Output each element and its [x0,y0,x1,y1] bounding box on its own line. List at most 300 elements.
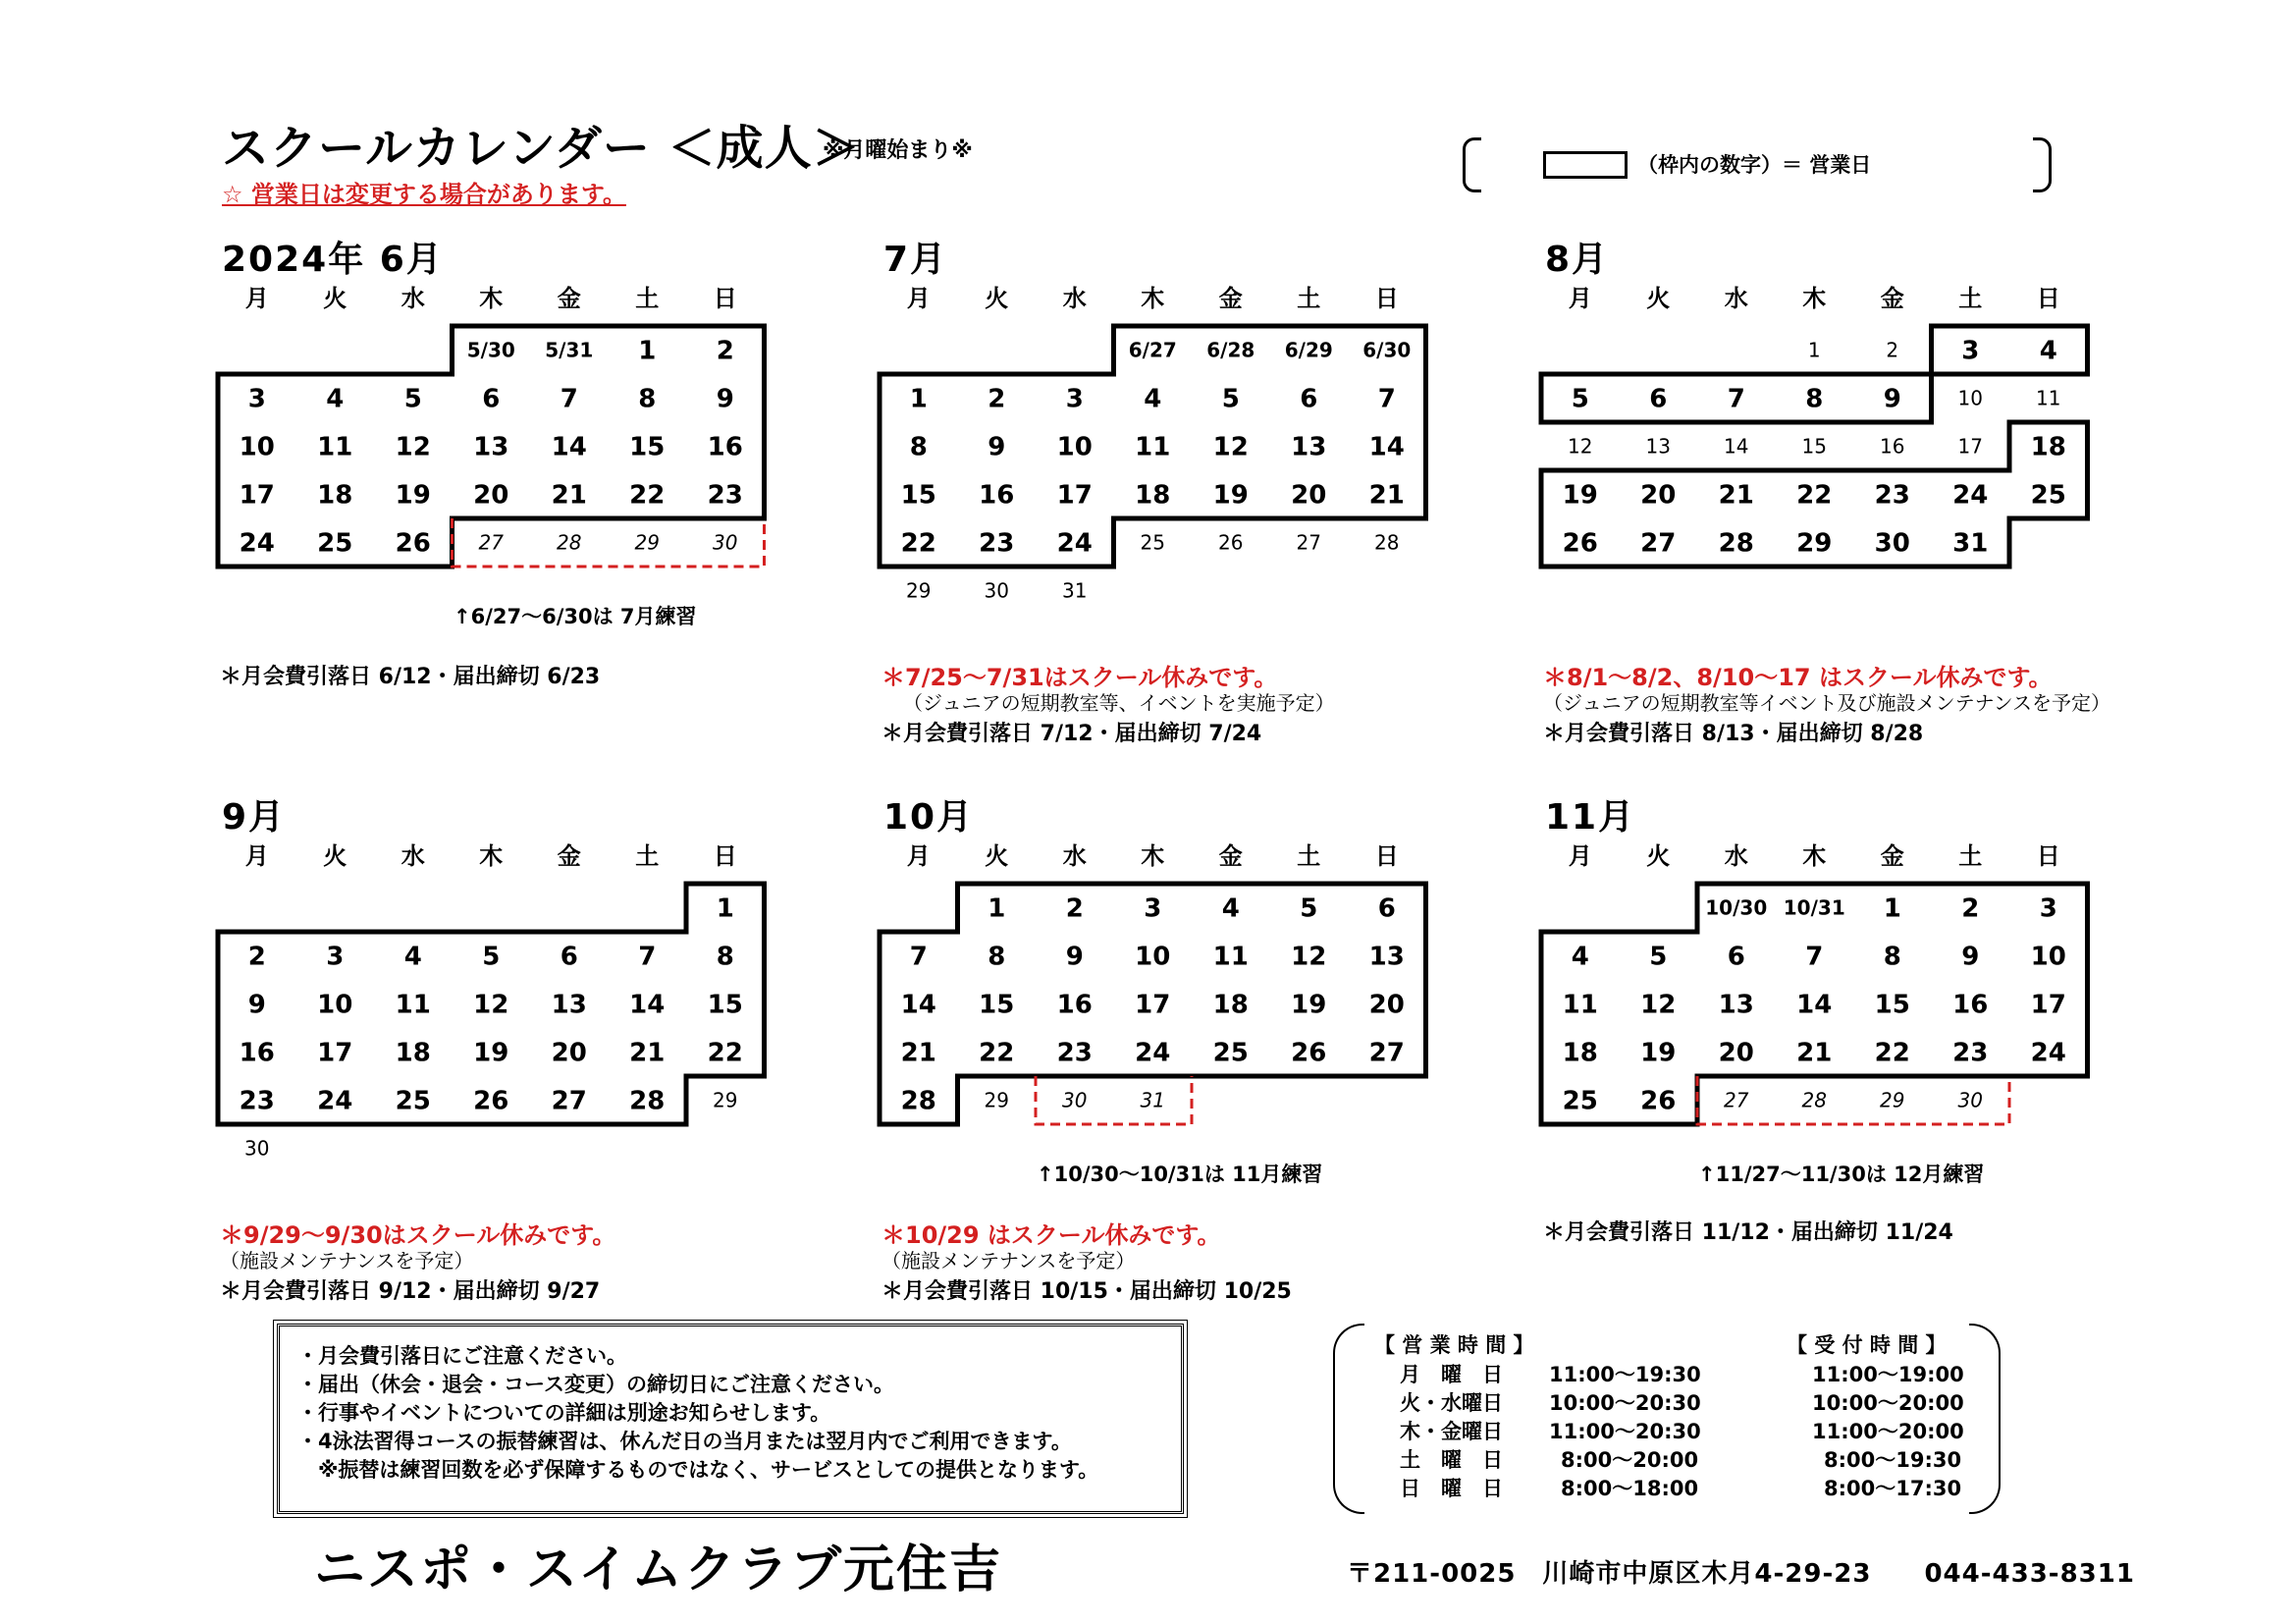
business-day: 9 [1883,384,1901,414]
weekday-header: 土 [1297,842,1321,870]
business-day: 7 [560,384,578,414]
page-title: スクールカレンダー ＜成人＞ [222,121,861,176]
business-day: 8 [1883,942,1901,972]
business-day: 19 [395,480,431,511]
closed-day: 27 [478,530,504,555]
weekday-header: 土 [1958,842,1983,870]
hours-day: 日 曜 日 [1400,1477,1503,1500]
hours-day: 月 曜 日 [1400,1363,1503,1386]
business-day: 6 [1649,384,1668,414]
closed-day: 25 [1140,530,1165,555]
weekday-header: 水 [1062,842,1087,870]
business-day: 20 [551,1038,587,1068]
reception-hours-title: 【 受 付 時 間 】 [1787,1333,1947,1357]
weekday-header: 土 [635,285,660,312]
business-day: 16 [707,432,743,462]
weekday-header: 火 [323,842,347,870]
hours-day: 土 曜 日 [1400,1448,1503,1472]
calendar-july [880,232,1429,746]
business-day: 21 [629,1038,666,1068]
closed-day: 16 [1880,434,1905,459]
weekday-header: 月 [1568,842,1592,870]
month-note: ＊月会費引落日 6/12・届出締切 6/23 [220,665,601,689]
business-day: 11 [1212,942,1249,972]
business-day: 23 [707,480,743,511]
closed-day: 26 [1218,530,1244,555]
business-day: 18 [395,1038,431,1068]
practice-note: ↑6/27〜6/30は 7月練習 [454,605,697,628]
weekday-header: 水 [400,842,425,870]
business-day: 30 [1874,528,1910,559]
business-day: 6 [1727,942,1745,972]
business-hours: 10:00〜20:30 [1549,1391,1701,1415]
closed-day: 15 [1801,434,1827,459]
business-day: 13 [551,990,587,1020]
calendar-november [1541,789,2091,1245]
calendar-grid [880,232,1429,603]
business-day: 14 [1368,432,1405,462]
week-start-note: ※月曜始まり※ [823,138,973,163]
business-hours: 8:00〜18:00 [1561,1477,1699,1500]
closed-day: 29 [1880,1088,1905,1112]
business-day: 21 [551,480,587,511]
business-day: 6/27 [1128,338,1177,362]
business-day: 27 [551,1086,587,1116]
business-day: 1 [909,384,928,414]
business-day: 10/30 [1705,895,1768,920]
business-day: 25 [1212,1038,1249,1068]
weekday-header: 木 [1802,285,1827,312]
business-day: 19 [1212,480,1249,511]
club-address: 〒211-0025 川崎市中原区木月4-29-23 044-433-8311 [1347,1559,2135,1589]
business-day: 27 [1368,1038,1405,1068]
business-day: 6 [1377,893,1396,924]
month-note: （施設メンテナンスを予定） [220,1249,474,1272]
calendar-grid [218,789,768,1161]
month-note: ＊月会費引落日 7/12・届出締切 7/24 [881,722,1262,746]
club-name: ニスポ・スイムクラブ元住吉 [314,1541,1002,1599]
closed-day: 28 [1374,530,1400,555]
closed-day: 31 [1062,578,1088,603]
legend-sample-box [1543,151,1628,179]
business-day: 12 [395,432,431,462]
business-day: 10 [2030,942,2066,972]
business-day: 2 [1065,893,1084,924]
weekday-header: 木 [1141,285,1165,312]
business-day: 4 [1571,942,1589,972]
business-day: 10/31 [1783,895,1845,920]
business-day: 17 [239,480,275,511]
business-hours-title: 【 営 業 時 間 】 [1374,1333,1534,1357]
business-day: 25 [317,528,353,559]
business-day: 24 [2030,1038,2066,1068]
business-day: 12 [1212,432,1249,462]
weekday-header: 月 [906,842,931,870]
calendar-august [1541,232,2110,746]
info-line: ・4泳法習得コースの振替練習は、休んだ日の当月または翌月内でご利用できます。 [297,1430,1072,1453]
business-day: 18 [2030,432,2066,462]
business-day: 2 [988,384,1006,414]
weekday-header: 日 [2036,842,2060,870]
weekday-header: 月 [906,285,931,312]
business-day: 13 [1368,942,1405,972]
business-day: 8 [988,942,1006,972]
business-hours: 11:00〜20:30 [1549,1420,1701,1443]
business-day: 7 [909,942,928,972]
weekday-header: 金 [1880,842,1904,870]
business-day: 2 [1961,893,1980,924]
closed-day: 30 [984,578,1009,603]
business-day: 23 [239,1086,275,1116]
business-day: 17 [2030,990,2066,1020]
business-day: 15 [1874,990,1910,1020]
business-day: 22 [707,1038,743,1068]
business-day: 7 [1805,942,1824,972]
closure-note: ＊10/29 はスクール休みです。 [881,1221,1221,1249]
closed-day: 27 [1296,530,1321,555]
business-day: 14 [551,432,587,462]
business-day: 16 [239,1038,275,1068]
closed-day: 2 [1886,338,1899,362]
calendar-september [218,789,768,1304]
closed-day: 30 [244,1136,270,1161]
weekday-header: 土 [635,842,660,870]
business-day: 4 [2039,336,2057,366]
business-day: 14 [1796,990,1833,1020]
business-day: 26 [1640,1086,1677,1116]
business-day: 6/28 [1206,338,1255,362]
business-day: 7 [638,942,657,972]
business-day: 26 [1291,1038,1327,1068]
business-day: 8 [909,432,928,462]
business-day: 11 [317,432,353,462]
reception-hours: 8:00〜17:30 [1824,1477,1962,1500]
business-day: 9 [1961,942,1980,972]
business-day: 26 [1562,528,1598,559]
weekday-header: 金 [1218,842,1243,870]
business-day: 16 [979,480,1015,511]
business-day: 5 [1300,893,1318,924]
business-day: 25 [1562,1086,1598,1116]
weekday-header: 日 [1374,285,1399,312]
reception-hours: 10:00〜20:00 [1812,1391,1964,1415]
business-day: 18 [1135,480,1171,511]
closed-day: 29 [713,1088,738,1112]
closed-day: 12 [1568,434,1593,459]
business-day: 26 [395,528,431,559]
business-day: 24 [1135,1038,1171,1068]
business-day: 24 [317,1086,353,1116]
business-day: 10 [317,990,353,1020]
business-day: 19 [1640,1038,1677,1068]
month-title: 11月 [1545,797,1636,838]
business-day: 4 [326,384,345,414]
weekday-header: 木 [1802,842,1827,870]
month-note: ＊月会費引落日 8/13・届出締切 8/28 [1543,722,1924,746]
practice-note: ↑11/27〜11/30は 12月練習 [1698,1163,1985,1186]
closure-note: ＊7/25〜7/31はスクール休みです。 [881,664,1278,691]
business-day: 11 [395,990,431,1020]
calendar-grid [880,789,1429,1143]
closed-day: 28 [1801,1088,1827,1112]
business-day: 16 [1952,990,1989,1020]
calendar-grid [1541,232,2091,585]
weekday-header: 木 [479,285,504,312]
business-day: 12 [1640,990,1677,1020]
business-day: 22 [979,1038,1015,1068]
info-line: ・月会費引落日にご注意ください。 [297,1344,627,1368]
business-day: 6 [1300,384,1318,414]
month-note: （ジュニアの短期教室等イベント及び施設メンテナンスを予定） [1543,691,2110,715]
closed-day: 29 [634,530,660,555]
business-day: 4 [403,942,422,972]
business-day: 21 [1368,480,1405,511]
weekday-header: 日 [2036,285,2060,312]
legend-right-bracket [2033,137,2052,192]
business-day: 18 [317,480,353,511]
business-day: 24 [1056,528,1093,559]
month-note: （ジュニアの短期教室等、イベントを実施予定） [903,691,1335,715]
business-day: 3 [326,942,345,972]
closed-day: 10 [1957,386,1983,410]
business-day: 6/30 [1362,338,1412,362]
business-day: 17 [1135,990,1171,1020]
business-day: 1 [988,893,1006,924]
business-day: 22 [900,528,936,559]
reception-hours: 11:00〜20:00 [1812,1420,1964,1443]
weekday-header: 日 [1374,842,1399,870]
business-day: 7 [1377,384,1396,414]
business-day: 6 [482,384,501,414]
month-title: 7月 [883,240,948,280]
weekday-header: 水 [400,285,425,312]
business-hours: 8:00〜20:00 [1561,1448,1699,1472]
closure-note: ＊9/29〜9/30はスクール休みです。 [220,1221,616,1249]
closure-note: ＊8/1〜8/2、8/10〜17 はスクール休みです。 [1543,664,2053,691]
closed-day: 28 [557,530,582,555]
business-day: 9 [716,384,734,414]
business-day: 12 [1291,942,1327,972]
business-day: 2 [716,336,734,366]
business-day: 12 [473,990,509,1020]
business-day: 7 [1727,384,1745,414]
month-note: ＊月会費引落日 9/12・届出締切 9/27 [220,1279,601,1304]
business-day: 10 [239,432,275,462]
hours-right-bracket [1969,1324,2001,1514]
practice-note: ↑10/30〜10/31は 11月練習 [1037,1163,1323,1186]
business-day: 9 [1065,942,1084,972]
closed-day: 11 [2036,386,2061,410]
business-day: 17 [1056,480,1093,511]
reception-hours: 11:00〜19:00 [1812,1363,1964,1386]
business-day: 9 [988,432,1006,462]
business-day: 11 [1135,432,1171,462]
business-day: 20 [473,480,509,511]
business-day: 13 [473,432,509,462]
calendar-october [880,789,1429,1304]
business-day: 9 [247,990,266,1020]
business-day: 18 [1212,990,1249,1020]
business-day: 3 [247,384,266,414]
business-day: 19 [1291,990,1327,1020]
business-day: 3 [1961,336,1980,366]
weekday-header: 火 [985,285,1009,312]
calendar-grid [1541,789,2091,1143]
hours-day: 木・金曜日 [1400,1420,1503,1443]
weekday-header: 土 [1958,285,1983,312]
weekday-header: 水 [1724,842,1748,870]
reception-hours: 8:00〜19:30 [1824,1448,1962,1472]
business-day: 13 [1718,990,1754,1020]
business-day: 23 [1056,1038,1093,1068]
business-day: 23 [1874,480,1910,511]
month-title: 8月 [1545,240,1610,280]
business-day: 24 [239,528,275,559]
weekday-header: 月 [244,285,269,312]
month-title: 2024年 6月 [222,240,444,280]
business-day: 13 [1291,432,1327,462]
business-day: 19 [473,1038,509,1068]
business-day: 10 [1135,942,1171,972]
closed-day: 1 [1807,338,1821,362]
next-month-practice-box [1036,1076,1192,1124]
month-note: （施設メンテナンスを予定） [881,1249,1136,1272]
business-day: 28 [900,1086,936,1116]
business-day: 26 [473,1086,509,1116]
business-day: 22 [1874,1038,1910,1068]
info-line: ・届出（休会・退会・コース変更）の締切日にご注意ください。 [297,1373,894,1396]
business-day: 10 [1056,432,1093,462]
weekday-header: 火 [323,285,347,312]
business-day: 21 [1718,480,1754,511]
business-day: 27 [1640,528,1677,559]
weekday-header: 月 [244,842,269,870]
business-day: 23 [979,528,1015,559]
closed-day: 14 [1724,434,1749,459]
business-day: 5 [482,942,501,972]
closed-day: 17 [1957,434,1983,459]
closed-day: 29 [984,1088,1009,1112]
business-day: 2 [247,942,266,972]
business-day: 23 [1952,1038,1989,1068]
legend [1463,137,2052,187]
business-day: 20 [1640,480,1677,511]
weekday-header: 木 [479,842,504,870]
business-day: 19 [1562,480,1598,511]
closed-day: 31 [1140,1088,1165,1112]
weekday-header: 水 [1724,285,1748,312]
business-day: 20 [1718,1038,1754,1068]
weekday-header: 月 [1568,285,1592,312]
business-day: 31 [1952,528,1989,559]
business-day: 8 [1805,384,1824,414]
info-box [277,1324,1184,1514]
business-day: 4 [1221,893,1240,924]
business-day: 5 [403,384,422,414]
business-day: 6/29 [1284,338,1333,362]
month-note: ＊月会費引落日 11/12・届出締切 11/24 [1543,1220,1953,1245]
business-day: 14 [900,990,936,1020]
business-day: 15 [979,990,1015,1020]
weekday-header: 火 [1646,842,1671,870]
calendar-grid [218,232,768,585]
month-title: 9月 [222,797,287,838]
closed-day: 30 [713,530,738,555]
business-day: 15 [707,990,743,1020]
business-day: 3 [2039,893,2057,924]
business-day: 20 [1368,990,1405,1020]
business-day: 3 [1065,384,1084,414]
weekday-header: 水 [1062,285,1087,312]
business-hours: 11:00〜19:30 [1549,1363,1701,1386]
business-day: 28 [629,1086,666,1116]
hours-panel [1333,1324,2001,1516]
business-day: 5 [1649,942,1668,972]
weekday-header: 火 [985,842,1009,870]
closed-day: 30 [1957,1088,1983,1112]
weekday-header: 金 [1218,285,1243,312]
info-line: ・行事やイベントについての詳細は別途お知らせします。 [297,1401,831,1425]
business-day: 24 [1952,480,1989,511]
business-day: 14 [629,990,666,1020]
closed-day: 13 [1645,434,1671,459]
weekday-header: 金 [1880,285,1904,312]
business-day: 1 [716,893,734,924]
business-day: 5/30 [466,338,515,362]
legend-left-bracket [1463,137,1481,192]
business-day: 21 [1796,1038,1833,1068]
weekday-header: 日 [713,285,737,312]
change-warning: ☆ 営業日は変更する場合があります。 [222,181,626,208]
business-day: 11 [1562,990,1598,1020]
info-line: ※振替は練習回数を必ず保障するものではなく、サービスとしての提供となります。 [297,1458,1099,1482]
business-day: 15 [629,432,666,462]
business-day: 6 [560,942,578,972]
business-day: 25 [2030,480,2066,511]
business-day: 29 [1796,528,1833,559]
weekday-header: 金 [557,285,581,312]
weekday-header: 金 [557,842,581,870]
business-day: 18 [1562,1038,1598,1068]
month-title: 10月 [883,797,975,838]
business-day: 5 [1221,384,1240,414]
closed-day: 27 [1724,1088,1749,1112]
business-day: 1 [638,336,657,366]
closed-day: 29 [906,578,932,603]
weekday-header: 日 [713,842,737,870]
business-day: 8 [638,384,657,414]
legend-text: （枠内の数字）＝ 営業日 [1637,153,1872,177]
business-day: 15 [900,480,936,511]
business-day: 22 [629,480,666,511]
business-day: 17 [317,1038,353,1068]
business-day: 5 [1571,384,1589,414]
closed-day: 30 [1062,1088,1088,1112]
business-day: 25 [395,1086,431,1116]
business-day: 21 [900,1038,936,1068]
business-day: 3 [1144,893,1162,924]
business-day: 8 [716,942,734,972]
business-day: 16 [1056,990,1093,1020]
business-day: 4 [1144,384,1162,414]
business-day: 22 [1796,480,1833,511]
weekday-header: 火 [1646,285,1671,312]
business-day: 20 [1291,480,1327,511]
business-day: 5/31 [545,338,594,362]
business-day: 28 [1718,528,1754,559]
hours-day: 火・水曜日 [1400,1391,1503,1415]
weekday-header: 木 [1141,842,1165,870]
